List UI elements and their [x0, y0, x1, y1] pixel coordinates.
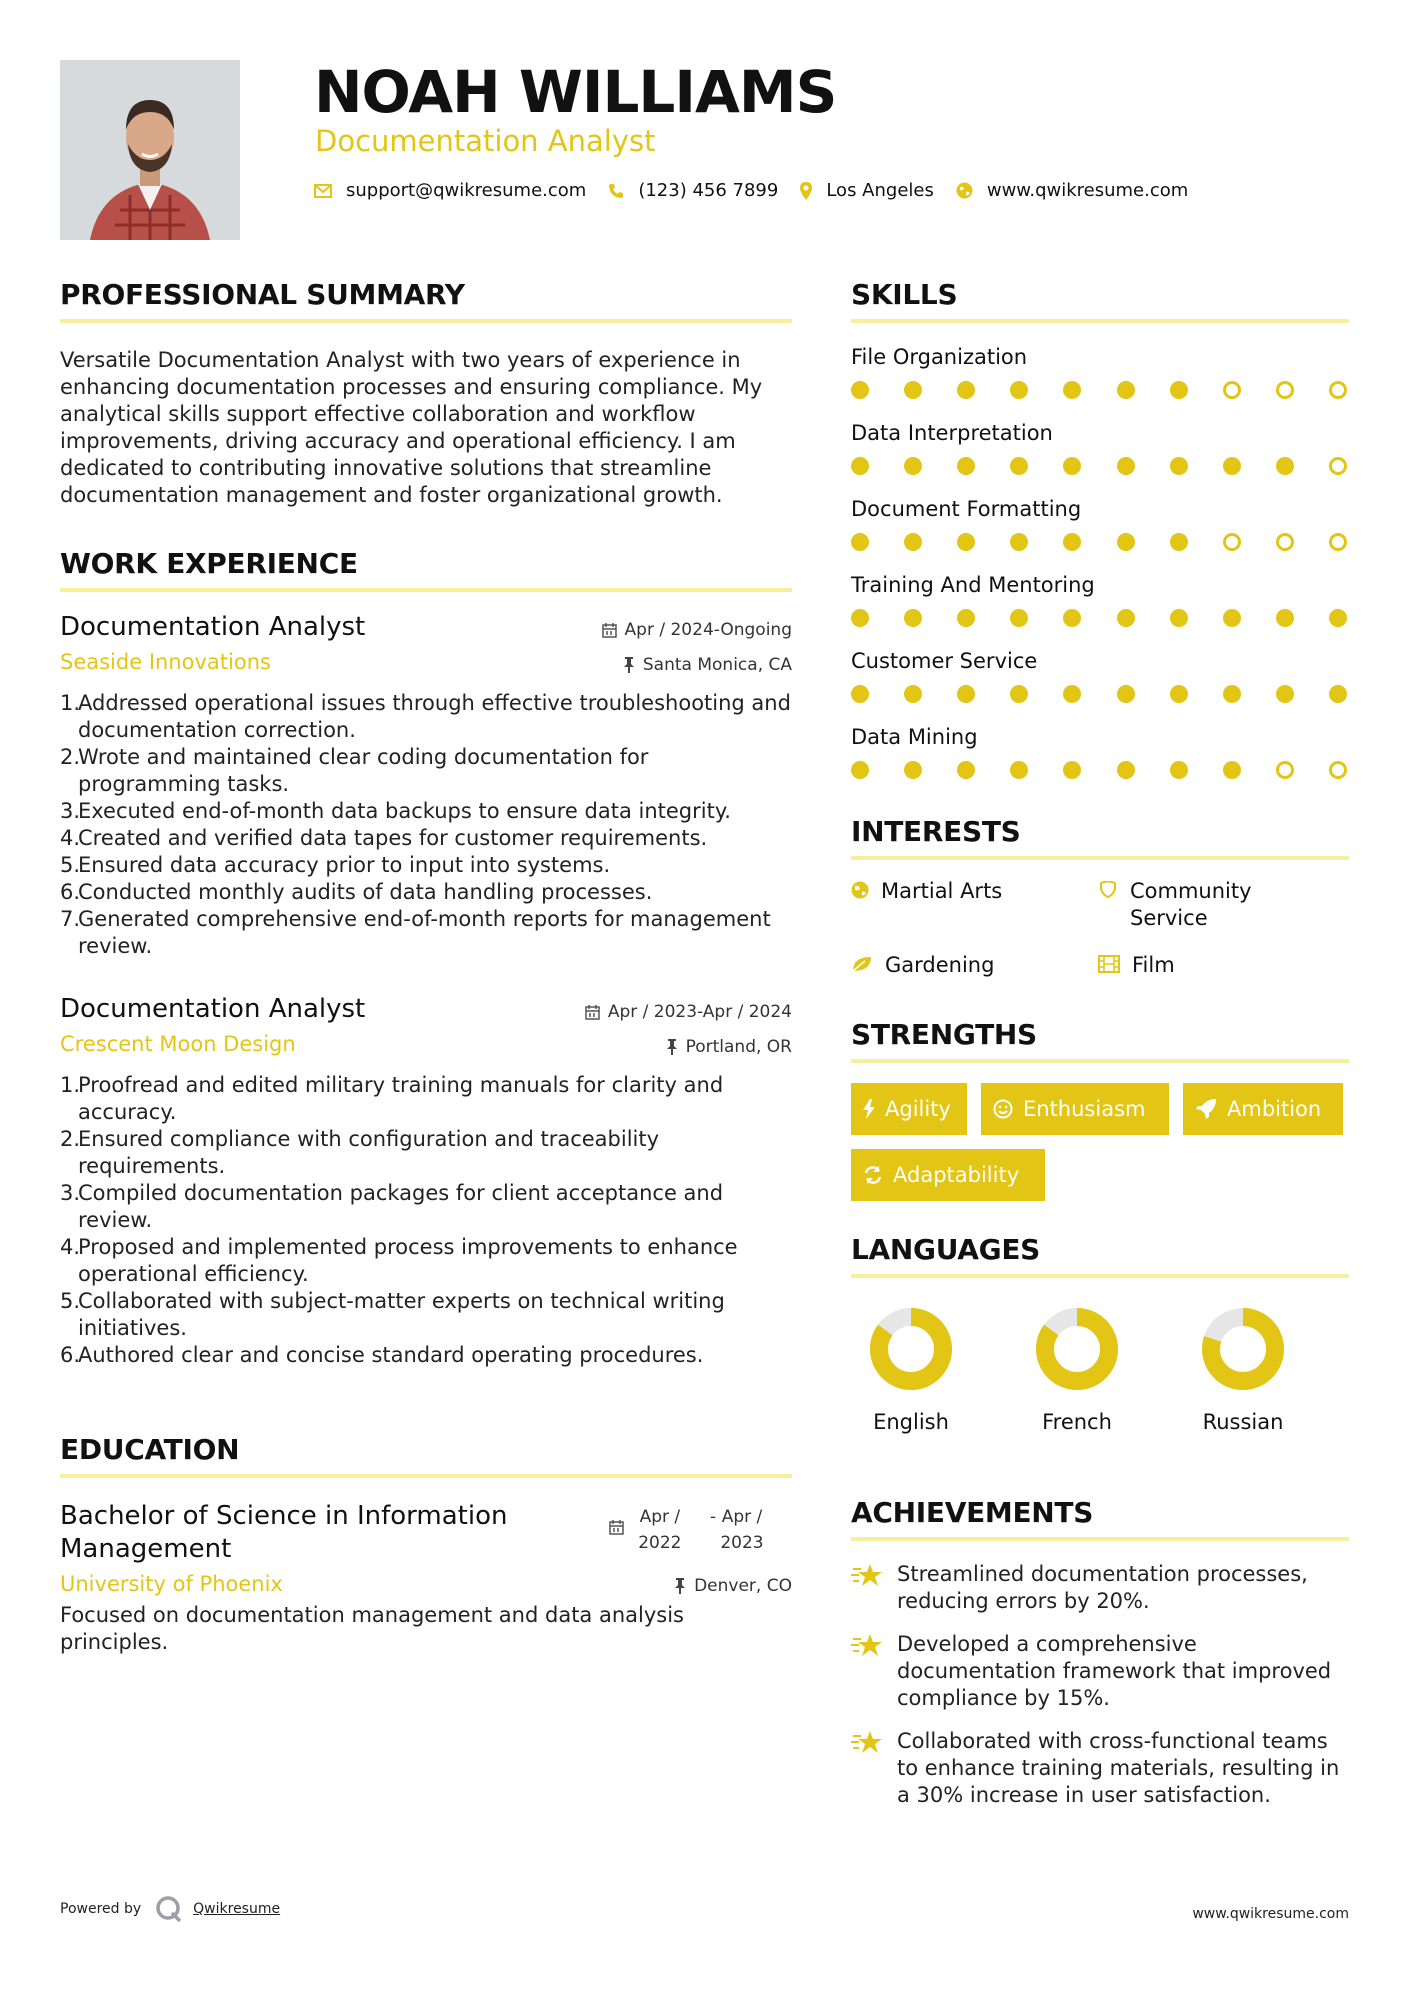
school-name: University of Phoenix	[60, 1572, 283, 1596]
education-date: Apr / 2022 - Apr / 2023	[609, 1504, 766, 1556]
skill-name: Training And Mentoring	[851, 573, 1095, 597]
calendar-icon	[609, 1520, 624, 1535]
star-icon	[851, 1633, 883, 1659]
duty-item: 7. Generated comprehensive end-of-month reports for management review.	[60, 907, 771, 958]
heart-hand-icon	[1098, 881, 1118, 899]
job-duties	[60, 690, 792, 960]
rating-dot-empty	[1329, 381, 1347, 399]
rating-dot-filled	[1329, 609, 1347, 627]
refresh-icon	[863, 1165, 883, 1185]
job-location: Portland, OR	[666, 1037, 792, 1057]
job-title: Documentation Analyst	[60, 994, 366, 1024]
rating-dot-filled	[957, 533, 975, 551]
skills-heading: SKILLS	[851, 278, 1349, 323]
duty-item: 1. Addressed operational issues through effective troubleshooting and documentation correction.	[60, 691, 791, 742]
contact-email[interactable]	[314, 180, 586, 201]
rating-dot-filled	[1010, 457, 1028, 475]
rating-dot-filled	[1063, 761, 1081, 779]
duty-item: 1. Proofread and edited military training manuals for clarity and accuracy.	[60, 1073, 724, 1124]
achievement-text: Streamlined documentation processes, reducing errors by 20%.	[897, 1562, 1308, 1613]
experience-heading: WORK EXPERIENCE	[60, 547, 792, 592]
rating-dot-filled	[1170, 685, 1188, 703]
rating-dot-filled	[957, 457, 975, 475]
rating-dot-filled	[1010, 685, 1028, 703]
qwikresume-logo-icon	[155, 1895, 183, 1923]
rating-dot-filled	[1117, 685, 1135, 703]
star-icon	[851, 1730, 883, 1756]
duty-item: 5. Collaborated with subject-matter experts on technical writing initiatives.	[60, 1289, 725, 1340]
education-entry	[60, 1500, 792, 1656]
rating-dot-filled	[904, 609, 922, 627]
interest-item: Community Service	[1098, 878, 1298, 932]
strengths-heading: STRENGTHS	[851, 1018, 1349, 1063]
rating-dot-filled	[1170, 457, 1188, 475]
film-icon	[1098, 955, 1120, 973]
language-name: French	[1042, 1410, 1112, 1434]
education-location: Denver, CO	[674, 1576, 792, 1596]
rating-dot-filled	[1063, 533, 1081, 551]
duty-item: 4. Created and verified data tapes for customer requirements.	[60, 826, 708, 850]
language-item	[1017, 1304, 1137, 1434]
interests-list	[851, 878, 1349, 1018]
bolt-icon	[863, 1099, 875, 1119]
job-company: Seaside Innovations	[60, 650, 271, 674]
skill-rating	[851, 457, 1347, 475]
achievement-item	[851, 1631, 1349, 1712]
interest-item: Film	[1098, 952, 1175, 979]
rating-dot-filled	[1010, 533, 1028, 551]
languages-heading: LANGUAGES	[851, 1233, 1349, 1278]
footer-website[interactable]: www.qwikresume.com	[1192, 1906, 1349, 1922]
duty-item: 6. Conducted monthly audits of data handling processes.	[60, 880, 653, 904]
job-date: Apr / 2024-Ongoing	[602, 620, 792, 640]
job-entry	[60, 612, 792, 960]
duty-item: 5. Ensured data accuracy prior to input into systems.	[60, 853, 611, 877]
rating-dot-filled	[904, 457, 922, 475]
achievements-list	[851, 1561, 1349, 1809]
contact-location	[800, 180, 934, 201]
calendar-icon	[585, 1005, 600, 1020]
degree-title: Bachelor of Science in Information Management	[60, 1501, 508, 1564]
rating-dot-filled	[957, 761, 975, 779]
profile-photo	[60, 60, 240, 240]
rating-dot-filled	[1010, 609, 1028, 627]
rating-dot-filled	[1170, 761, 1188, 779]
contact-bar	[314, 180, 1210, 201]
rating-dot-filled	[1276, 609, 1294, 627]
candidate-name: NOAH WILLIAMS	[314, 58, 837, 126]
rating-dot-filled	[1063, 457, 1081, 475]
achievement-item	[851, 1728, 1349, 1809]
leaf-icon	[851, 955, 873, 973]
rating-dot-filled	[851, 609, 869, 627]
interests-heading: INTERESTS	[851, 815, 1349, 860]
pushpin-icon	[666, 1039, 678, 1055]
rating-dot-filled	[904, 761, 922, 779]
rating-dot-filled	[957, 381, 975, 399]
strength-badge: Ambition	[1183, 1083, 1343, 1135]
education-end: Apr / 2023	[720, 1507, 764, 1553]
pushpin-icon	[674, 1578, 686, 1594]
skill-item	[851, 345, 1349, 399]
summary-heading: PROFESSIONAL SUMMARY	[60, 278, 792, 323]
education-heading: EDUCATION	[60, 1433, 792, 1478]
contact-phone[interactable]	[608, 180, 778, 201]
language-proficiency-ring	[1032, 1304, 1122, 1394]
strength-badge: Agility	[851, 1083, 967, 1135]
rating-dot-filled	[1117, 533, 1135, 551]
summary-text: Versatile Documentation Analyst with two years of experience in enhancing documentation processes and ensuring compliance. My analytical skills support effective collaboration and workflow improvements, driving accuracy and operational efficiency. I am dedicated to contributing innovative solutions that streamline documentation management and foster organizational growth.	[60, 348, 763, 507]
achievement-text: Developed a comprehensive documentation framework that improved compliance by 15%.	[897, 1632, 1332, 1710]
skill-rating	[851, 609, 1347, 627]
rating-dot-filled	[851, 381, 869, 399]
job-entry	[60, 994, 792, 1369]
map-pin-icon	[800, 182, 812, 200]
rating-dot-filled	[1063, 381, 1081, 399]
rocket-icon	[1195, 1098, 1217, 1120]
star-icon	[851, 1563, 883, 1589]
duty-item: 3. Compiled documentation packages for client acceptance and review.	[60, 1181, 724, 1232]
rating-dot-filled	[957, 609, 975, 627]
envelope-icon	[314, 184, 332, 198]
pushpin-icon	[623, 657, 635, 673]
rating-dot-filled	[1223, 457, 1241, 475]
website-text: www.qwikresume.com	[986, 180, 1189, 201]
rating-dot-filled	[904, 381, 922, 399]
right-column	[851, 278, 1349, 1809]
rating-dot-filled	[851, 685, 869, 703]
rating-dot-filled	[1170, 381, 1188, 399]
rating-dot-empty	[1276, 761, 1294, 779]
candidate-title: Documentation Analyst	[315, 124, 656, 158]
rating-dot-empty	[1329, 457, 1347, 475]
email-text: support@qwikresume.com	[346, 180, 587, 201]
skill-name: Data Mining	[851, 725, 978, 749]
rating-dot-empty	[1276, 381, 1294, 399]
skill-rating	[851, 381, 1347, 399]
rating-dot-filled	[1170, 609, 1188, 627]
job-duties	[60, 1072, 792, 1369]
location-text: Los Angeles	[826, 180, 934, 201]
rating-dot-filled	[1063, 609, 1081, 627]
rating-dot-filled	[1010, 761, 1028, 779]
language-item	[851, 1304, 971, 1434]
strengths-list	[851, 1083, 1349, 1233]
contact-website[interactable]	[956, 180, 1188, 201]
smile-icon	[993, 1099, 1013, 1119]
rating-dot-filled	[904, 685, 922, 703]
rating-dot-filled	[904, 533, 922, 551]
skill-rating	[851, 761, 1347, 779]
language-proficiency-ring	[1198, 1304, 1288, 1394]
rating-dot-filled	[1117, 381, 1135, 399]
rating-dot-filled	[1117, 457, 1135, 475]
achievement-item	[851, 1561, 1349, 1615]
job-company: Crescent Moon Design	[60, 1032, 296, 1056]
duty-item: 3. Executed end-of-month data backups to ensure data integrity.	[60, 799, 731, 823]
rating-dot-empty	[1329, 533, 1347, 551]
languages-list	[851, 1304, 1349, 1474]
rating-dot-filled	[1276, 685, 1294, 703]
calendar-icon	[602, 623, 617, 638]
skills-list	[851, 345, 1349, 779]
skill-item	[851, 421, 1349, 475]
footer-brand-link[interactable]: Qwikresume	[193, 1901, 281, 1917]
rating-dot-filled	[1223, 685, 1241, 703]
rating-dot-filled	[1063, 685, 1081, 703]
interest-item: Gardening	[851, 952, 994, 979]
left-column	[60, 278, 792, 1656]
rating-dot-filled	[1010, 381, 1028, 399]
duty-item: 2. Wrote and maintained clear coding documentation for programming tasks.	[60, 745, 649, 796]
strength-badge: Enthusiasm	[981, 1083, 1169, 1135]
phone-icon	[608, 183, 624, 199]
job-date: Apr / 2023-Apr / 2024	[585, 1002, 792, 1022]
job-title: Documentation Analyst	[60, 612, 366, 642]
language-proficiency-ring	[866, 1304, 956, 1394]
rating-dot-filled	[1117, 609, 1135, 627]
footer-powered-by: Powered by Qwikresume	[60, 1895, 280, 1923]
achievement-text: Collaborated with cross-functional teams to enhance training materials, resulting in a 30% increase in user satisfaction.	[897, 1729, 1340, 1807]
skill-item	[851, 573, 1349, 627]
education-description: Focused on documentation management and data analysis principles.	[60, 1603, 684, 1654]
rating-dot-filled	[851, 457, 869, 475]
skill-item	[851, 497, 1349, 551]
rating-dot-empty	[1223, 381, 1241, 399]
rating-dot-filled	[1170, 533, 1188, 551]
skill-name: Document Formatting	[851, 497, 1082, 521]
globe-icon	[956, 182, 973, 199]
skill-name: Customer Service	[851, 649, 1038, 673]
duty-item: 6. Authored clear and concise standard operating procedures.	[60, 1343, 704, 1367]
skill-name: File Organization	[851, 345, 1028, 369]
skill-item	[851, 649, 1349, 703]
globe-icon	[851, 881, 869, 899]
strength-badge: Adaptability	[851, 1149, 1045, 1201]
rating-dot-filled	[1223, 761, 1241, 779]
rating-dot-filled	[1117, 761, 1135, 779]
rating-dot-empty	[1223, 533, 1241, 551]
duty-item: 4. Proposed and implemented process improvements to enhance operational efficiency.	[60, 1235, 738, 1286]
rating-dot-filled	[851, 533, 869, 551]
skill-rating	[851, 533, 1347, 551]
phone-text: (123) 456 7899	[638, 180, 779, 201]
education-start: Apr / 2022	[638, 1507, 682, 1553]
achievements-heading: ACHIEVEMENTS	[851, 1496, 1349, 1541]
duty-item: 2. Ensured compliance with configuration and traceability requirements.	[60, 1127, 660, 1178]
interest-item: Martial Arts	[851, 878, 1002, 905]
skill-name: Data Interpretation	[851, 421, 1053, 445]
skill-item	[851, 725, 1349, 779]
rating-dot-filled	[1329, 685, 1347, 703]
rating-dot-filled	[1223, 609, 1241, 627]
rating-dot-empty	[1329, 761, 1347, 779]
language-item	[1183, 1304, 1303, 1434]
rating-dot-filled	[1276, 457, 1294, 475]
rating-dot-filled	[957, 685, 975, 703]
language-name: English	[873, 1410, 949, 1434]
rating-dot-filled	[851, 761, 869, 779]
language-name: Russian	[1202, 1410, 1284, 1434]
rating-dot-empty	[1276, 533, 1294, 551]
skill-rating	[851, 685, 1347, 703]
job-location: Santa Monica, CA	[623, 655, 792, 675]
